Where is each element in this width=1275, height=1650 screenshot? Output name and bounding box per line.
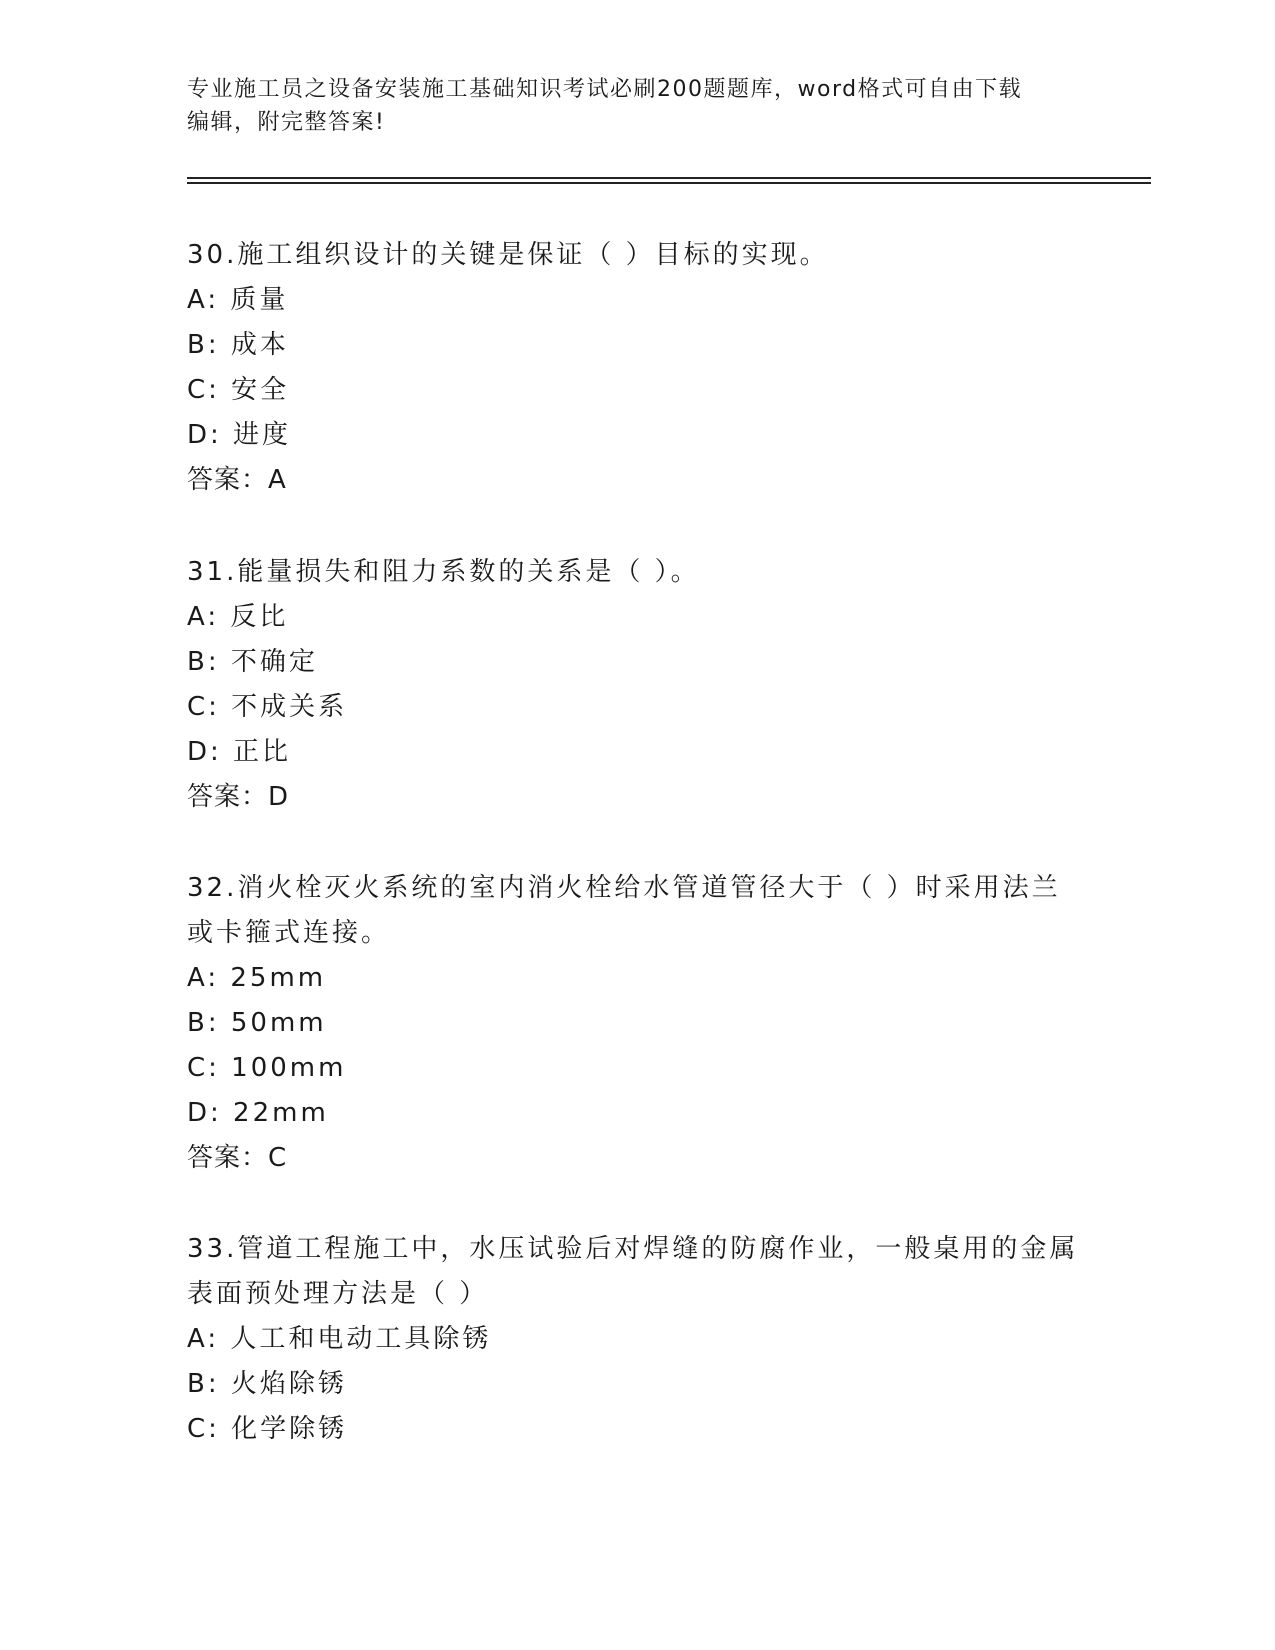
question-30-option-c: C: 安全: [187, 375, 290, 405]
question-33-option-b: B: 火焰除锈: [187, 1369, 347, 1399]
question-32-answer: 答案：C: [187, 1143, 288, 1173]
question-31-option-c: C: 不成关系: [187, 692, 348, 722]
question-33-stem-line-2: 表面预处理方法是（ ）: [187, 1279, 489, 1309]
question-33-option-c: C: 化学除锈: [187, 1414, 348, 1444]
document-header: [187, 73, 1087, 139]
header-divider-bottom: [187, 182, 1151, 184]
question-31-option-b: B: 不确定: [187, 647, 318, 677]
question-30-option-a: A: 质量: [187, 285, 289, 315]
question-31-answer: 答案：D: [187, 782, 290, 812]
question-33-stem-line-1: 33.管道工程施工中，水压试验后对焊缝的防腐作业，一般桌用的金属: [187, 1234, 1079, 1264]
question-31-option-a: A: 反比: [187, 602, 289, 632]
question-32-stem-line-2: 或卡箍式连接。: [187, 918, 391, 948]
question-30-answer: 答案：A: [187, 465, 287, 495]
question-32-option-a: A: 25mm: [187, 963, 327, 993]
question-30-option-b: B: 成本: [187, 330, 289, 360]
header-line-1: 专业施工员之设备安装施工基础知识考试必刷200题题库，word格式可自由下载: [187, 77, 1023, 102]
question-32-option-b: B: 50mm: [187, 1008, 327, 1038]
question-30-stem: 30.施工组织设计的关键是保证（ ）目标的实现。: [187, 240, 829, 270]
question-32-option-c: C: 100mm: [187, 1053, 347, 1083]
question-32-option-d: D: 22mm: [187, 1098, 329, 1128]
header-divider-top: [187, 177, 1151, 179]
question-32-stem-line-1: 32.消火栓灭火系统的室内消火栓给水管道管径大于（ ）时采用法兰: [187, 873, 1061, 903]
question-31-stem: 31.能量损失和阻力系数的关系是（ ）。: [187, 557, 700, 587]
question-30-option-d: D: 进度: [187, 420, 292, 450]
question-31-option-d: D: 正比: [187, 737, 292, 767]
question-33-option-a: A: 人工和电动工具除锈: [187, 1324, 492, 1354]
header-line-2: 编辑，附完整答案!: [187, 110, 386, 135]
